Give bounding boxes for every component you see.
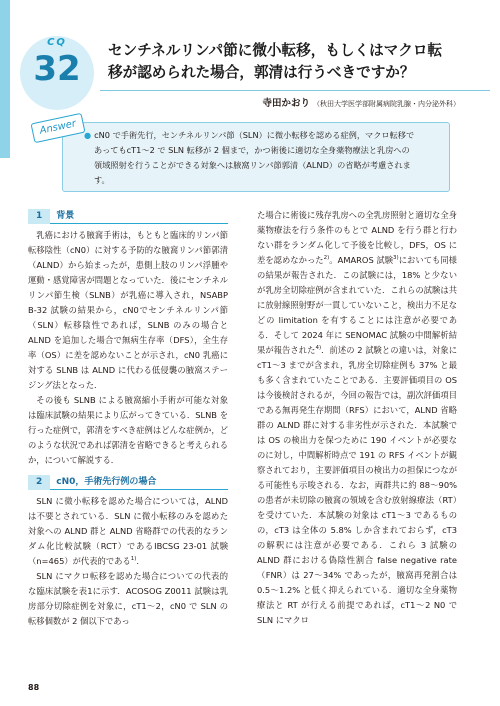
right-column [257,208,457,628]
left-column [28,208,228,629]
author-affiliation: （秋田大学医学部附属病院乳腺・内分泌外科） [313,100,460,108]
paragraph: SLN に微小転移を認めた場合については，ALND は不要とされている．SLN に微小転移のみを認めた対象への ALND 群と ALND 省略群での代表的なランダム化比較試験（RCT）であるIBCSG 23-01 試験（n=465）が代表的である$^{1)}$. [28,496,228,566]
paragraph: 乳癌における腋窩手術は，もともと臨床的リンパ節転移陰性（cN0）に対する予防的な腋窩リンパ節郭清（ALND）から始まったが，患側上肢のリンパ浮腫や運動・感覚障害が問題となっていた．後にセンチネルリンパ節生検（SLNB）が乳癌に導入され，NSABP B-32 試験の結果から，cN0でセンチネルリンパ節（SLN）転移陰性であれば，SLNB のみの場合と ALND を追加した場合で無病生存率（DFS），全生存率（OS）に差を認めないことが示され，cN0 乳癌に対する SLNB は ALND に代わる低侵襲の腋窩ステージング法となった． [28,230,228,390]
paragraph: SLN にマクロ転移を認めた場合についての代表的な臨床試験を表1に示す．ACOSOG Z0011 試験は乳房部分切除症例を対象に，cT1～2，cN0 で SLN の転移個数が 2 個以下であっ [28,571,228,626]
section-title: 背景 [56,211,75,221]
section-number: 1 [28,209,50,224]
side-tab [0,0,10,158]
citation: 1) [130,556,137,563]
citation: 4) [315,345,322,352]
answer-line-3: 領域照射を行うことができる対象へは腋窩リンパ節郭清（ALND）の省略が考慮されま [94,160,411,170]
cq-number: 32 [33,49,81,89]
bullet-icon: ● [84,130,92,140]
section-title: cN0，手術先行例の場合 [56,477,157,487]
answer-line-2: あってもcT1～2 で SLN 転移が 2 個まで，かつ術後に適切な全身薬物療法と乳房への [94,145,410,155]
title-divider [100,90,490,91]
page-title [108,40,486,84]
answer-text [84,128,434,188]
section-number: 2 [28,475,50,490]
title-line-2: 移が認められた場合，郭清は行うべきですか？ [108,64,415,81]
paragraph: た場合に術後に残存乳房への全乳房照射と適切な全身薬物療法を行う条件のもとで ALND を行う群と行わない群をランダム化して予後を比較し，DFS，OS に差を認めなかった$^{2)}$。AMAROS 試験$^{3)}$においても同様の結果が報告された．この試験には，18% と少ないが乳房全切除症例が含まれていた．これらの試験は共に放射線照射野が一貫していないこと，検出力不足などの limitation を有することには注意が必要である．そして 2024 年に SENOMAC 試験の中間解析結果が報告された$^{4)}$．前述の 2 試験との違いは，対象に cT1～3 までが含まれ，乳房全切除症例も 37% と最も多く含まれていたことである．主要評価項目の OS は今後検討されるが，今回の報告では，副次評価項目である無再発生存期間（RFS）において，ALND 省略群の ALND 群に対する非劣性が示された．本試験では OS の検出力を保つために 190 イベントが必要なのに対し，中間解析時点で 191 の RFS イベントが観察されており，主要評価項目の検出力の担保につながる可能性も示唆される．なお，両群共に約 88～90% の患者が未切除の腋窩の領域を含む放射線療法（RT）を受けていた．本試験の対象は cT1～3 であるものの，cT3 は全体の 5.8% しか含まれておらず，cT3 の解釈には注意が必要である．これら 3 試験の ALND 群における偽陰性割合 false negative rate（FNR）は 27～34% であったが，腋窩再発割合は 0.5～1.2% と低く抑えられている．適切な全身薬物療法と RT が行える前提であれば，cT1～2 N0 で SLN にマクロ [257,210,457,625]
cq-label: CQ [47,37,67,48]
author-name: 寺田かおり [262,98,310,109]
paragraph: その後も SLNB による腋窩縮小手術が可能な対象は臨床試験の結果により広がってきている．SLNB を行った症例で，郭清をすべき症例はどんな症例か，どのような状況であれば郭清を省略できると考えられるか，について解説する． [28,395,228,465]
answer-line-1: ● cN0 で手術先行，センチネルリンパ節（SLN）に微小転移を認める症例，マクロ転移で [84,130,415,140]
page-number: 88 [28,683,40,692]
title-line-1: センチネルリンパ節に微小転移，もしくはマクロ転 [108,42,443,59]
answer-line-4: す。 [94,175,110,185]
author [262,95,460,109]
answer-tag: Answer [30,113,85,143]
citation: 2) [323,255,330,262]
section-heading-2 [28,474,228,490]
citation: 3) [393,255,399,262]
section-heading-1 [28,208,228,224]
